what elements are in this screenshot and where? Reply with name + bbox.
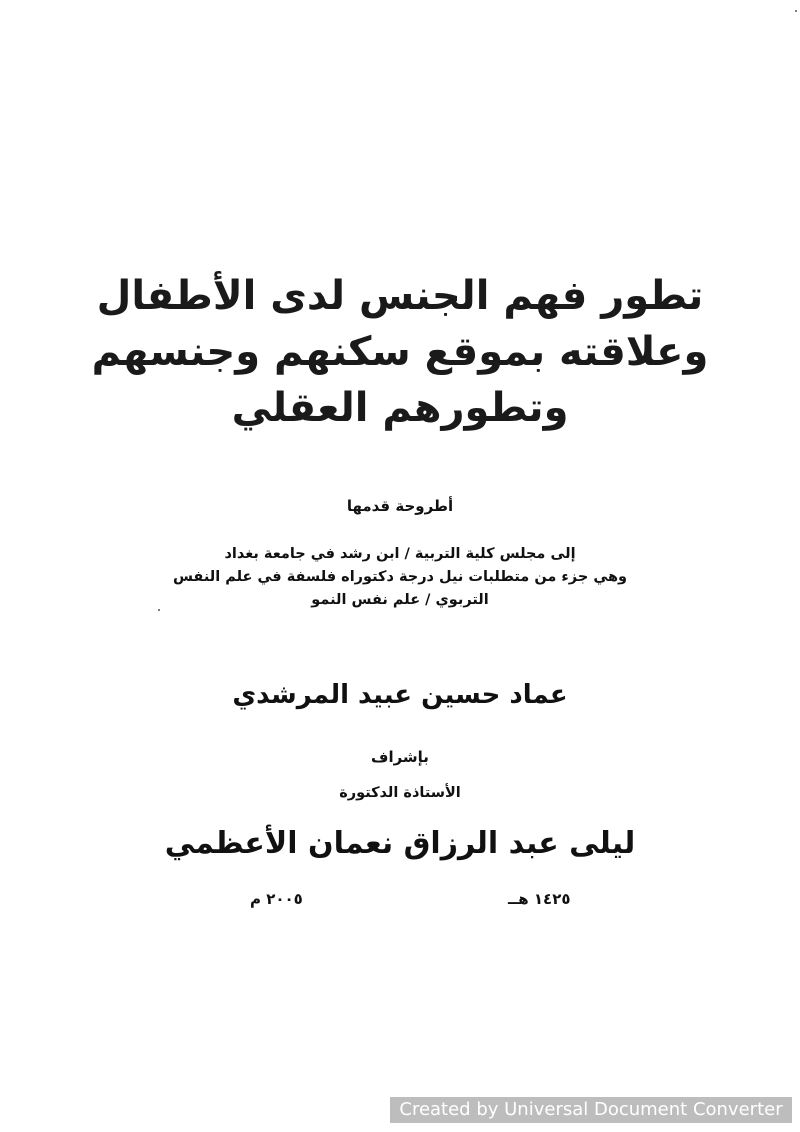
description-line-1: إلى مجلس كلية التربية / ابن رشد في جامعة بغداد <box>224 546 576 562</box>
title-line-2: وعلاقته بموقع سكنهم وجنسهم <box>91 329 709 375</box>
description-line-2: وهي جزء من متطلبات نيل درجة دكتوراه فلسفة في علم النفس <box>172 569 628 585</box>
watermark: Created by Universal Document Converter <box>390 1097 792 1123</box>
supervision-label: بإشراف <box>371 748 429 766</box>
description-line-3: التربوي / علم نفس النمو <box>311 592 489 608</box>
scan-speck <box>795 10 797 12</box>
thesis-intro: أطروحة قدمها <box>346 497 454 515</box>
thesis-title <box>0 268 800 436</box>
title-line-1: تطور فهم الجنس لدى الأطفال <box>96 273 704 319</box>
scan-speck <box>158 609 160 611</box>
date-hijri: ١٤٢٥ هــ <box>508 890 571 908</box>
thesis-description <box>0 543 800 612</box>
professor-label: الأستاذة الدكتورة <box>339 785 461 801</box>
title-line-3: وتطورهم العقلي <box>231 385 569 431</box>
date-gregorian: ٢٠٠٥ م <box>250 890 303 908</box>
supervisor-name: ليلى عبد الرزاق نعمان الأعظمي <box>164 826 636 861</box>
author-name: عماد حسين عبيد المرشدي <box>232 680 568 710</box>
